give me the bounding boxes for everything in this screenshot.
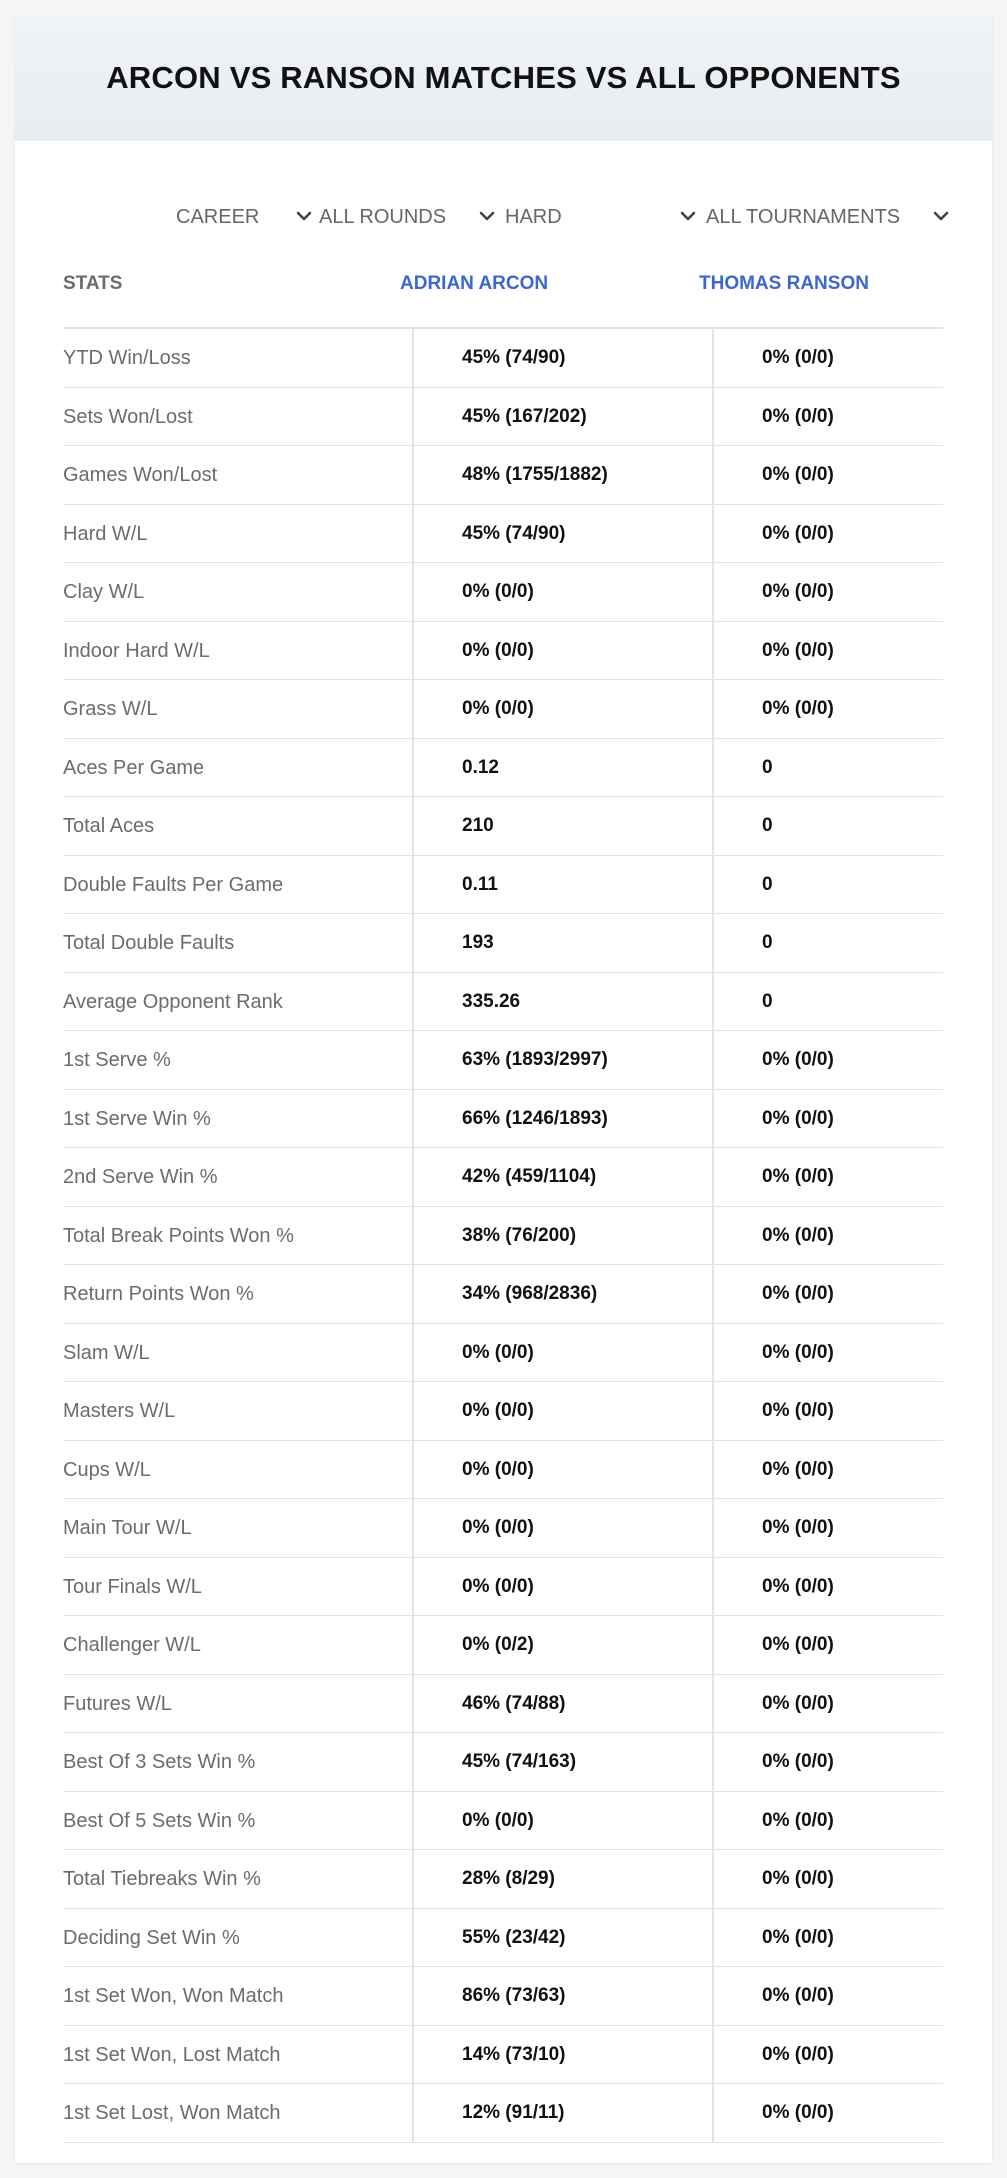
stat-label: 1st Set Lost, Won Match — [63, 2102, 281, 2124]
player-b-value: 0 — [762, 756, 773, 778]
stat-label: Tour Finals W/L — [63, 1575, 202, 1598]
player-b-value: 0% (0/0) — [762, 1692, 834, 1714]
chevron-down-icon — [292, 204, 316, 228]
player-b-value: 0% (0/0) — [762, 1400, 834, 1421]
player-b-value: 0% (0/0) — [762, 698, 834, 719]
player-b-value: 0% (0/0) — [762, 1049, 834, 1070]
player-b-value: 0% (0/0) — [762, 1458, 834, 1480]
stat-label: Games Won/Lost — [63, 464, 218, 486]
stats-table — [63, 255, 943, 2143]
table-header — [63, 255, 943, 329]
filter-bar — [15, 187, 992, 247]
table-row — [63, 329, 943, 388]
player-a-value: 12% (91/11) — [462, 2102, 565, 2123]
player-a-value: 45% (167/202) — [462, 405, 587, 427]
stat-label: Aces Per Game — [63, 756, 205, 779]
stat-label: Return Points Won % — [63, 1283, 254, 1305]
chevron-down-icon — [475, 204, 499, 228]
player-b-value: 0% (0/0) — [762, 2043, 834, 2065]
stat-label: Sets Won/Lost — [63, 405, 193, 428]
tournaments-select[interactable] — [706, 187, 956, 247]
player-a-value: 0% (0/0) — [462, 1400, 534, 1421]
table-row — [63, 797, 943, 856]
table-row — [63, 856, 943, 915]
player-a-value: 210 — [462, 815, 494, 836]
stat-label: Best Of 3 Sets Win % — [63, 1751, 256, 1773]
stat-label: Clay W/L — [63, 581, 145, 603]
player-b-value: 0% (0/0) — [762, 1634, 834, 1655]
table-row — [63, 1031, 943, 1090]
stat-label: Deciding Set Win % — [63, 1926, 240, 1949]
stat-label: Average Opponent Rank — [63, 990, 283, 1013]
stat-label: Total Break Points Won % — [63, 1224, 294, 1247]
table-row — [63, 388, 943, 447]
player-a-value: 0.12 — [462, 756, 499, 778]
stat-label: Futures W/L — [63, 1692, 172, 1715]
player-a-value: 66% (1246/1893) — [462, 1107, 608, 1129]
player-a-value: 335.26 — [462, 990, 521, 1012]
stat-label: Total Aces — [63, 815, 155, 837]
player-a-value: 0% (0/0) — [462, 581, 534, 602]
table-row — [63, 622, 943, 681]
table-row — [63, 739, 943, 798]
column-divider — [712, 329, 714, 2143]
period-select[interactable] — [176, 187, 316, 247]
chevron-down-icon — [929, 204, 953, 228]
table-row — [63, 1675, 943, 1734]
table-row — [63, 505, 943, 564]
chevron-down-icon — [676, 204, 700, 228]
player-b-value: 0% (0/0) — [762, 1224, 834, 1246]
player-b-value: 0% (0/0) — [762, 464, 834, 485]
table-row — [63, 446, 943, 505]
player-b-value: 0% (0/0) — [762, 1751, 834, 1772]
table-row — [63, 2084, 943, 2143]
stat-label: Indoor Hard W/L — [63, 639, 210, 662]
player-a-value: 0% (0/0) — [462, 1517, 534, 1538]
player-a-value: 45% (74/90) — [462, 522, 566, 544]
tournaments-select-label: ALL TOURNAMENTS — [706, 205, 901, 228]
stat-label: 1st Serve % — [63, 1049, 171, 1071]
table-row — [63, 1792, 943, 1851]
player-b-value: 0% (0/0) — [762, 1283, 834, 1304]
table-row — [63, 914, 943, 973]
player-a-value: 14% (73/10) — [462, 2043, 566, 2065]
player-a-value: 0% (0/0) — [462, 1809, 534, 1831]
player-a-value: 0% (0/0) — [462, 698, 534, 719]
player-a-value: 0% (0/2) — [462, 1634, 534, 1655]
surface-select[interactable] — [505, 187, 705, 247]
table-row — [63, 1207, 943, 1266]
stat-label: 1st Set Won, Won Match — [63, 1985, 284, 2007]
column-divider — [412, 329, 414, 2143]
table-row — [63, 1148, 943, 1207]
player-a-value: 34% (968/2836) — [462, 1283, 598, 1304]
table-row — [63, 2026, 943, 2085]
player-b-value: 0% (0/0) — [762, 1107, 834, 1129]
player-b-value: 0% (0/0) — [762, 1809, 834, 1831]
period-select-label: CAREER — [176, 205, 260, 228]
table-row — [63, 973, 943, 1032]
player-a-value: 0% (0/0) — [462, 1458, 534, 1480]
player-a-value: 0% (0/0) — [462, 1575, 534, 1597]
player-b-value: 0% (0/0) — [762, 347, 834, 368]
table-row — [63, 1090, 943, 1149]
player-b-link[interactable]: THOMAS RANSON — [699, 273, 869, 294]
table-row — [63, 1909, 943, 1968]
stat-label: Best Of 5 Sets Win % — [63, 1809, 256, 1832]
rounds-select[interactable] — [319, 187, 504, 247]
player-a-value: 45% (74/163) — [462, 1751, 577, 1772]
table-body — [63, 329, 943, 2143]
stat-label: Slam W/L — [63, 1341, 150, 1364]
player-a-value: 0.11 — [462, 873, 498, 895]
player-b-value: 0% (0/0) — [762, 2102, 834, 2123]
stats-column-header: STATS — [63, 273, 123, 294]
player-b-value: 0% (0/0) — [762, 1985, 834, 2006]
stat-label: 1st Set Won, Lost Match — [63, 2043, 281, 2066]
rounds-select-label: ALL ROUNDS — [319, 205, 447, 228]
player-a-value: 42% (459/1104) — [462, 1166, 597, 1187]
stat-label: Main Tour W/L — [63, 1517, 192, 1539]
stat-label: 2nd Serve Win % — [63, 1166, 218, 1188]
player-b-value: 0% (0/0) — [762, 1926, 834, 1948]
table-row — [63, 563, 943, 622]
table-row — [63, 1850, 943, 1909]
player-a-value: 45% (74/90) — [462, 347, 566, 368]
player-b-value: 0% (0/0) — [762, 581, 834, 602]
player-a-value: 193 — [462, 932, 494, 953]
player-b-value: 0 — [762, 815, 773, 836]
player-a-value: 0% (0/0) — [462, 1341, 534, 1363]
stat-label: Total Tiebreaks Win % — [63, 1868, 261, 1890]
player-a-value: 28% (8/29) — [462, 1868, 555, 1889]
player-a-value: 86% (73/63) — [462, 1985, 566, 2006]
player-a-link[interactable]: ADRIAN ARCON — [400, 273, 549, 294]
player-b-value: 0% (0/0) — [762, 1868, 834, 1889]
table-row — [63, 1265, 943, 1324]
table-row — [63, 1733, 943, 1792]
table-row — [63, 1382, 943, 1441]
player-a-value: 63% (1893/2997) — [462, 1049, 608, 1070]
player-b-value: 0% (0/0) — [762, 1575, 834, 1597]
stat-label: Grass W/L — [63, 698, 158, 720]
player-b-value: 0% (0/0) — [762, 1517, 834, 1538]
player-b-value: 0% (0/0) — [762, 639, 834, 661]
table-row — [63, 1616, 943, 1675]
table-row — [63, 1324, 943, 1383]
stat-label: Masters W/L — [63, 1400, 176, 1422]
player-b-value: 0 — [762, 990, 773, 1012]
player-a-value: 55% (23/42) — [462, 1926, 566, 1948]
table-row — [63, 1441, 943, 1500]
table-row — [63, 1967, 943, 2026]
surface-select-label: HARD — [505, 205, 562, 228]
page-header — [15, 15, 992, 141]
player-b-value: 0% (0/0) — [762, 522, 834, 544]
stat-label: Cups W/L — [63, 1458, 151, 1481]
table-row — [63, 1499, 943, 1558]
stat-label: Hard W/L — [63, 522, 148, 545]
stat-label: YTD Win/Loss — [63, 347, 191, 369]
player-a-value: 48% (1755/1882) — [462, 464, 608, 485]
stat-label: Total Double Faults — [63, 932, 235, 954]
player-a-value: 0% (0/0) — [462, 639, 534, 661]
table-row — [63, 1558, 943, 1617]
player-a-value: 38% (76/200) — [462, 1224, 577, 1246]
page-title: ARCON VS RANSON MATCHES VS ALL OPPONENTS — [106, 60, 901, 95]
player-b-value: 0 — [762, 932, 773, 953]
stat-label: 1st Serve Win % — [63, 1107, 211, 1130]
player-b-value: 0% (0/0) — [762, 1341, 834, 1363]
player-b-value: 0% (0/0) — [762, 405, 834, 427]
stat-label: Double Faults Per Game — [63, 873, 284, 896]
player-b-value: 0% (0/0) — [762, 1166, 834, 1187]
player-a-value: 46% (74/88) — [462, 1692, 566, 1714]
stats-card — [15, 15, 992, 2163]
table-row — [63, 680, 943, 739]
stat-label: Challenger W/L — [63, 1634, 201, 1656]
player-b-value: 0 — [762, 873, 773, 895]
